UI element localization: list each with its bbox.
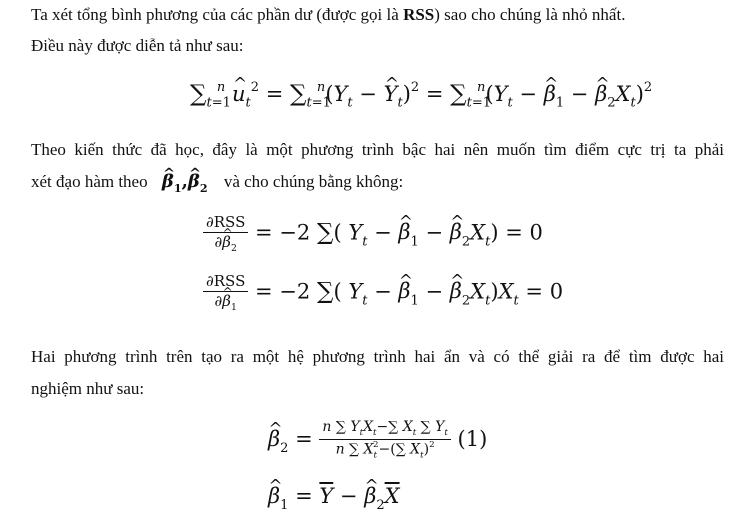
para2-line1: Theo kiến thức đã học, đây là một phương trình bậc hai nên muốn tìm điểm cực trị ta phải [31, 140, 724, 159]
rss-term: RSS [403, 5, 435, 24]
para1-line1: Ta xét tổng bình phương của các phần dư (được gọi là RSS) sao cho chúng là nhỏ nhất. [31, 5, 626, 24]
para2-line2: xét đạo hàm theo ^ $\beta_1,\^{}$ $\beta_2$ và cho chúng bằng không: [31, 172, 403, 199]
equation-derivative-beta2: $\frac{\text{∂RSS}}{\partial\^{} \beta_2}$ = −2 ∑( $Y_t$ − ^ $\beta_1$ − ^ $\beta_2X_t) = 0$ [203, 214, 543, 254]
equation-beta2-estimate: ^ $\beta_2$ = $\frac{n \sum Y_tX_t-\sum X_t \sum Y_t}{n \sum X_t^2-(\sum X_t)^2}$ (1) [268, 420, 487, 461]
equation-number: (1) [457, 427, 488, 452]
equation-beta1-estimate: ^ $\beta_1 = \overline{Y}$ − ^ $\beta_2\overline{X}$ [268, 484, 400, 513]
equation-derivative-beta1: $\frac{\text{∂RSS}}{\partial\^{} \beta_1}$ = −2 ∑( $Y_t$ − ^ $\beta_1$ − ^ $\beta_2X_t)X_t = 0$ [203, 273, 563, 313]
equation-rss-definition: $\sum_{t=1}^n$ ^ $u_t^2 = \sum_{t=1}^n(Y_t$ − ^ $Y_t)^2 = \sum_{t=1}^n(Y_t$ − ^ $\beta_1$ − ^ $\beta_2X_t)^2$ [190, 80, 652, 111]
beta-parameters: ^ $\beta_1,\^{}$ $\beta_2$ [162, 171, 208, 192]
para3-line2: nghiệm như sau: [31, 379, 145, 398]
para1-line2: Điều này được diễn tả như sau: [31, 36, 244, 55]
para3-line1: Hai phương trình trên tạo ra một hệ phương trình hai ẩn và có thể giải ra để tìm được hai [31, 347, 724, 366]
